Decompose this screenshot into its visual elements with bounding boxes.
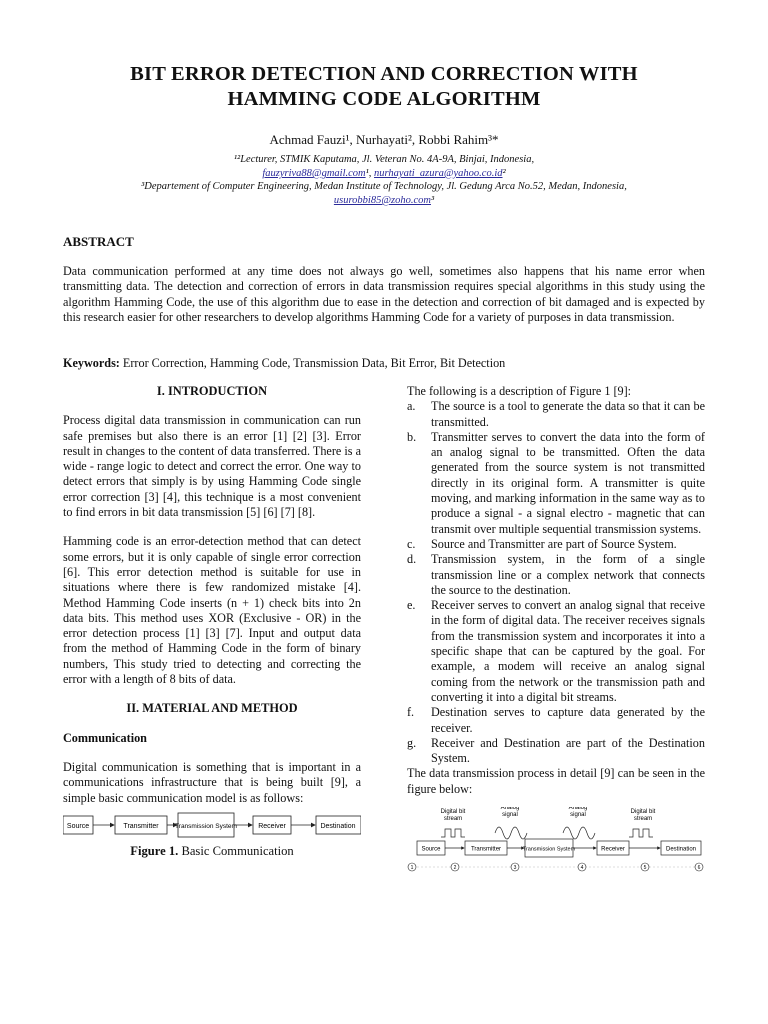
- figure-2-diagram: [407, 807, 705, 877]
- abstract-heading: ABSTRACT: [63, 234, 134, 249]
- svg-text:3: 3: [513, 865, 517, 872]
- list-item: [407, 537, 705, 552]
- list-item: [407, 736, 705, 767]
- title-line-1: BIT ERROR DETECTION AND CORRECTION WITH: [130, 63, 638, 85]
- svg-text:6: 6: [697, 865, 701, 872]
- svg-text:2: 2: [453, 865, 457, 872]
- list-marker: d.: [407, 552, 417, 567]
- email-link-2[interactable]: nurhayati_azura@yahoo.co.id: [374, 168, 503, 179]
- fig2-analog-wave-1: [495, 827, 527, 839]
- fig2-label-analog-1: Analog signal: [500, 807, 520, 819]
- affiliation-2-text: ³Departement of Computer Engineering, Medan Institute of Technology, Jl. Gedung Arca No.52, Medan, Indonesia,: [141, 181, 627, 192]
- keywords-label: Keywords:: [63, 356, 120, 370]
- figure-description-list: [407, 399, 705, 766]
- svg-text:4: 4: [580, 865, 584, 872]
- communication-heading: Communication: [63, 730, 147, 745]
- transmission-process-text: The data transmission process in detail [9] can be seen in the figure below:: [407, 766, 705, 796]
- fig2-marker-6: [695, 863, 703, 871]
- list-item: [407, 705, 705, 736]
- fig2-label-transmitter: Transmitter: [470, 846, 502, 853]
- list-item: [407, 399, 705, 430]
- intro-paragraph-1: Process digital data transmission in communication can run safe premises but also there is an error [1] [2] [3]. Error result in changes to the content of data transferred. There is a wide - range logic to detect and correct the error. One way to detect errors that simply is by using Hamming Code single error correction [3] [4], this technique is a most convenient to find errors in bit data transmission [5] [6] [7] [8].: [63, 413, 361, 520]
- list-marker: c.: [407, 536, 416, 551]
- fig2-label-destination: Destination: [665, 846, 697, 853]
- fig2-label-source: Source: [421, 846, 441, 853]
- fig1-label-source: Source: [66, 822, 90, 830]
- list-item: [407, 552, 705, 598]
- intro-paragraph-2: Hamming code is an error-detection method that can detect some errors, but it is only capable of single error correction [6]. This error detection method is suitable for use in situations where there is few randomized mistake [4]. Method Hamming Code inserts (n + 1) check bits into 2n data bits. This method uses XOR (Exclusive - OR) in the error detection process [1] [3] [7]. Input and output data from the method of Hamming Code in the form of binary numbers, This study tried to detecting and correcting the error with a length of 8 bits of data.: [63, 534, 361, 687]
- list-marker: b.: [407, 429, 417, 444]
- figure-1: [63, 812, 361, 860]
- author-list: Achmad Fauzi¹, Nurhayati², Robbi Rahim³*: [269, 132, 499, 147]
- fig1-label-receiver: Receiver: [258, 822, 286, 830]
- affiliation-1: [40, 153, 728, 181]
- fig1-label-destination: Destination: [320, 822, 356, 830]
- email-1-suffix: ¹,: [365, 168, 375, 179]
- figure-1-caption: [63, 844, 361, 859]
- list-text: Destination serves to capture data generated by the receiver.: [431, 705, 705, 735]
- title-line-2: HAMMING CODE ALGORITHM: [227, 88, 541, 110]
- email-3-suffix: ³: [430, 195, 435, 206]
- fig1-label-transmission: Transmission System: [175, 822, 237, 830]
- fig2-marker-4: [578, 863, 586, 871]
- fig2-marker-1: [408, 863, 416, 871]
- list-item: [407, 430, 705, 537]
- list-text: Transmitter serves to convert the data into the form of an analog signal to be transmitted. Often the data generated from the source system is not transmitted directly in its original form. A transmitter is quite moving, and marking information in the same way as to produce a signal - a signal electro - magnetic that can transmit over multiple sequential transmission systems.: [431, 429, 705, 536]
- svg-text:5: 5: [643, 865, 647, 872]
- fig2-label-digital-2: Digital bit stream: [630, 809, 656, 823]
- paper-title: [40, 62, 728, 112]
- list-marker: e.: [407, 598, 416, 613]
- fig2-analog-wave-2: [563, 827, 595, 839]
- figure-description-intro: The following is a description of Figure 1 [9]:: [407, 384, 632, 398]
- list-text: Receiver serves to convert an analog signal that receive in the form of digital data. The receiver receives signals from the transmission system and incorporates it into a specific shape that can be captured by the goal. For example, a modem will receive an analog signal coming from the network or the transmission path and converting it into a digital bit streams.: [431, 598, 705, 704]
- fig2-label-transmission: Transmission System: [522, 846, 576, 853]
- right-column: [407, 384, 705, 881]
- keywords-line: [63, 356, 705, 371]
- list-marker: a.: [407, 399, 416, 414]
- fig2-label-analog-2: Analog signal: [568, 807, 588, 819]
- fig2-digital-wave-1: [441, 829, 465, 837]
- fig2-digital-wave-2: [629, 829, 653, 837]
- fig2-label-receiver: Receiver: [601, 846, 625, 853]
- abstract-body: Data communication performed at any time does not always go well, sometimes also happens that his name error when transmitting data. The detection and correction of errors in data transmission requires special algorithms in this study using the algorithm Hamming Code, the use of this algorithm due to ease in the detection and correction of bit damaged and is expected by this research easier for other researchers to develop algorithms Hamming Code for a variety of purposes in data transmission.: [63, 264, 705, 324]
- figure-1-caption-text: Basic Communication: [178, 844, 294, 859]
- left-column: [63, 384, 361, 859]
- fig2-marker-3: [511, 863, 519, 871]
- affiliation-2: [40, 180, 728, 208]
- list-text: Transmission system, in the form of a single transmission line or a complex network that connects the source to the destination.: [431, 552, 705, 597]
- figure-1-diagram: [63, 812, 361, 838]
- method-heading: II. MATERIAL AND METHOD: [126, 701, 298, 716]
- list-text: Source and Transmitter are part of Source System.: [431, 536, 677, 551]
- keywords-text: Error Correction, Hamming Code, Transmission Data, Bit Error, Bit Detection: [119, 356, 506, 370]
- list-marker: f.: [407, 705, 415, 720]
- list-text: Receiver and Destination are part of the Destination System.: [431, 735, 705, 766]
- list-text: The source is a tool to generate the data so that it can be transmitted.: [431, 399, 705, 429]
- list-marker: g.: [407, 735, 417, 750]
- email-link-3[interactable]: usurobbi85@zoho.com: [333, 195, 431, 206]
- fig2-label-digital-1: Digital bit stream: [440, 809, 466, 823]
- fig2-marker-2: [451, 863, 459, 871]
- email-2-suffix: ²: [502, 168, 506, 179]
- list-item: [407, 598, 705, 705]
- email-link-1[interactable]: fauzyriva88@gmail.com: [262, 168, 366, 179]
- affiliation-2-emails: [40, 194, 728, 208]
- affiliation-1-text: ¹²Lecturer, STMIK Kaputama, Jl. Veteran No. 4A-9A, Binjai, Indonesia,: [233, 154, 535, 165]
- intro-heading: I. INTRODUCTION: [156, 384, 268, 398]
- figure-1-caption-label: Figure 1.: [130, 844, 179, 859]
- communication-paragraph: Digital communication is something that is important in a communications infrastructure that is being built [9], a simple basic communication model is as follows:: [63, 759, 361, 805]
- fig2-marker-5: [641, 863, 649, 871]
- fig1-label-transmitter: Transmitter: [123, 822, 159, 830]
- affiliation-1-emails: [40, 167, 728, 181]
- svg-text:1: 1: [410, 865, 414, 872]
